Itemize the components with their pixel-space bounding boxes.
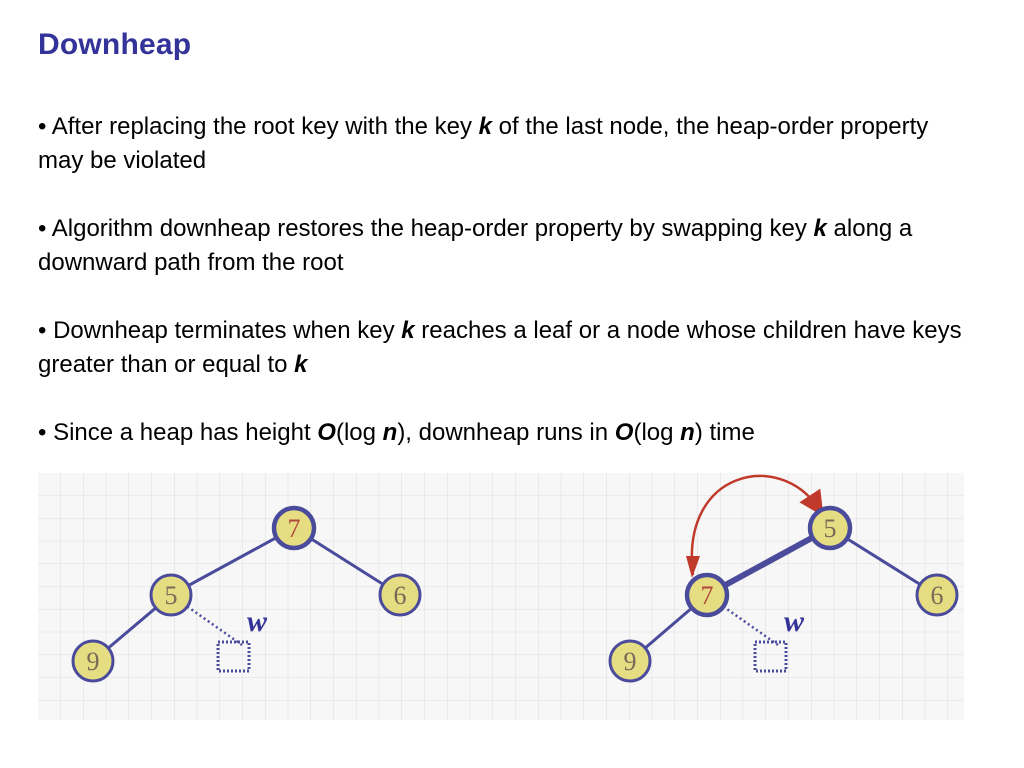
var-k: k	[294, 351, 308, 378]
bullet-text: Algorithm downheap restores the heap-order property by swapping key	[51, 215, 814, 242]
bullet-text: ) time	[694, 419, 755, 446]
node-key-root: 7	[287, 514, 301, 543]
var-n: n	[680, 419, 695, 446]
bullet-marker: •	[38, 113, 47, 140]
bullet-text: After replacing the root key with the key	[51, 113, 479, 140]
bullet-marker: •	[38, 419, 47, 446]
bullet-text: ), downheap runs in	[397, 419, 615, 446]
var-n: n	[382, 419, 398, 446]
bullet-marker: •	[38, 215, 47, 242]
node-key-left: 5	[164, 581, 178, 610]
bullet-text: reaches a leaf or a node whose children have keys greater than or equal to	[38, 317, 962, 378]
var-k: k	[478, 113, 492, 140]
bullet-marker: •	[38, 317, 47, 344]
var-k: k	[401, 317, 415, 344]
bullet-text: of the last node, the heap-order property may be violated	[38, 113, 929, 174]
node-key-right: 6	[393, 581, 407, 610]
node-key-left: 7	[700, 581, 714, 610]
node-key-root: 5	[823, 514, 837, 543]
w-label: w	[783, 605, 805, 638]
slide-title: Downheap	[38, 28, 192, 61]
big-o: O	[614, 419, 634, 446]
node-key-right: 6	[930, 581, 944, 610]
w-label: w	[246, 605, 268, 638]
bullet-text: (log	[633, 419, 681, 446]
bullet-text: (log	[335, 419, 383, 446]
bullet-text: Since a heap has height	[53, 419, 318, 446]
node-key-leftleft: 9	[86, 647, 100, 676]
big-o: O	[317, 419, 336, 446]
node-key-leftleft: 9	[623, 647, 637, 676]
bullet-text: Downheap terminates when key	[53, 317, 402, 344]
var-k: k	[813, 215, 827, 242]
bullet-text: along a downward path from the root	[38, 215, 913, 276]
